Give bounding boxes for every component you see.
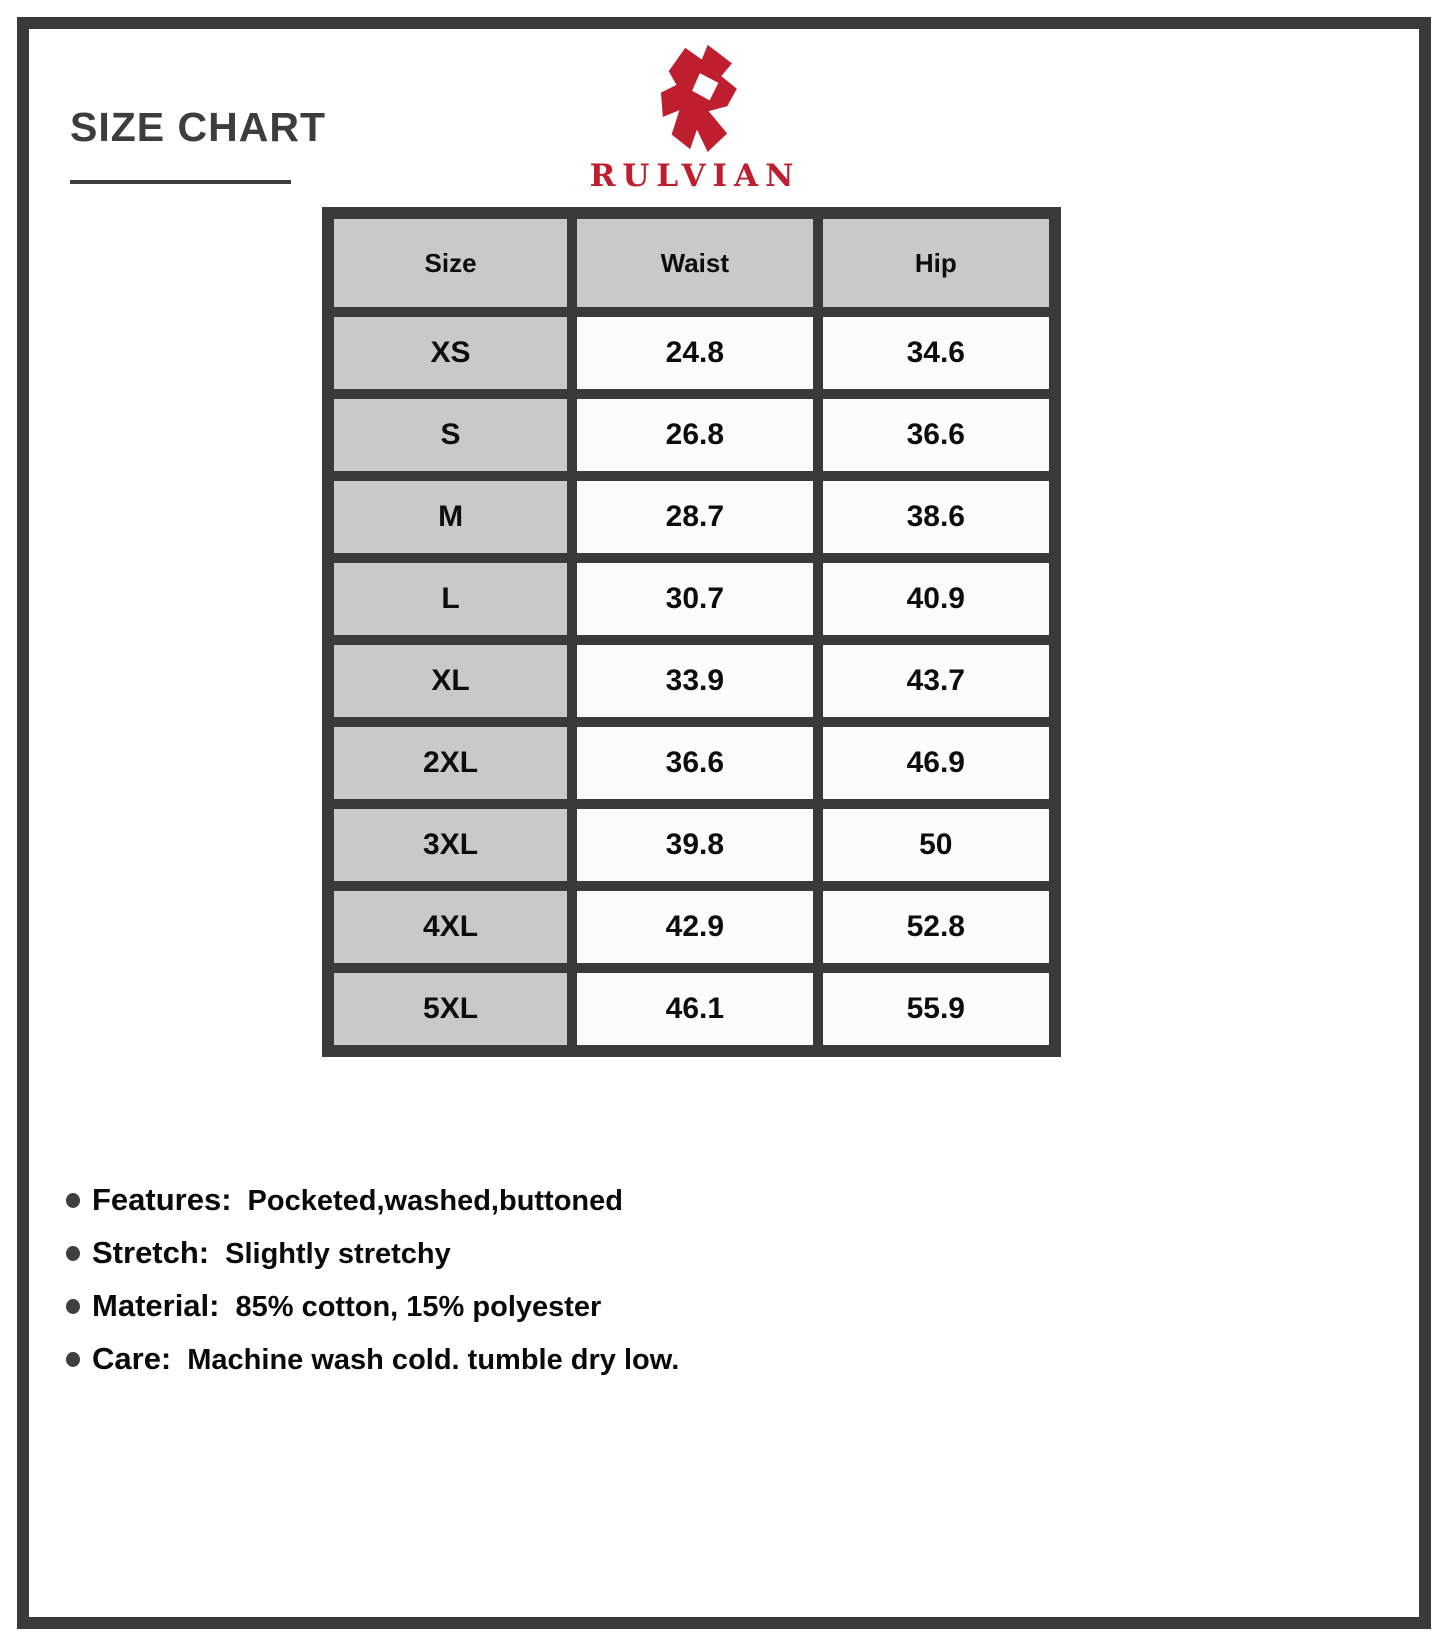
detail-value: Pocketed,washed,buttoned [247, 1185, 623, 1217]
page-title: SIZE CHART [70, 104, 326, 150]
detail-value: 85% cotton, 15% polyester [235, 1291, 602, 1323]
detail-label: Care: [92, 1341, 172, 1376]
table-row [334, 973, 1049, 1045]
table-row [334, 809, 1049, 881]
col-header-size: Size [334, 219, 567, 307]
bullet-icon [66, 1352, 80, 1367]
hip-cell: 52.8 [823, 891, 1049, 963]
list-item [66, 1182, 679, 1218]
list-item [66, 1288, 679, 1324]
table-header-row [334, 219, 1049, 307]
product-details-list [66, 1182, 679, 1394]
waist-cell: 39.8 [577, 809, 812, 881]
table-row [334, 645, 1049, 717]
table-row [334, 563, 1049, 635]
title-underline [70, 180, 291, 184]
table-row [334, 891, 1049, 963]
waist-cell: 33.9 [577, 645, 812, 717]
waist-cell: 46.1 [577, 973, 812, 1045]
waist-cell: 30.7 [577, 563, 812, 635]
hip-cell: 36.6 [823, 399, 1049, 471]
bullet-icon [66, 1299, 80, 1314]
col-header-hip: Hip [823, 219, 1049, 307]
brand-r-icon [636, 42, 754, 154]
hip-cell: 46.9 [823, 727, 1049, 799]
waist-cell: 36.6 [577, 727, 812, 799]
detail-label: Features: [92, 1182, 232, 1217]
hip-cell: 43.7 [823, 645, 1049, 717]
waist-cell: 24.8 [577, 317, 812, 389]
bullet-icon [66, 1246, 80, 1261]
detail-label: Material: [92, 1288, 220, 1323]
hip-cell: 40.9 [823, 563, 1049, 635]
size-cell: 2XL [334, 727, 567, 799]
table-row [334, 317, 1049, 389]
table-row [334, 399, 1049, 471]
brand-logo [570, 42, 820, 194]
col-header-waist: Waist [577, 219, 812, 307]
size-cell: M [334, 481, 567, 553]
size-cell: S [334, 399, 567, 471]
hip-cell: 50 [823, 809, 1049, 881]
waist-cell: 28.7 [577, 481, 812, 553]
hip-cell: 34.6 [823, 317, 1049, 389]
size-cell: 5XL [334, 973, 567, 1045]
table-row [334, 727, 1049, 799]
waist-cell: 26.8 [577, 399, 812, 471]
size-chart-table [322, 207, 1061, 1057]
hip-cell: 55.9 [823, 973, 1049, 1045]
detail-value: Slightly stretchy [225, 1238, 451, 1270]
size-cell: XS [334, 317, 567, 389]
size-cell: XL [334, 645, 567, 717]
list-item [66, 1341, 679, 1377]
table-row [334, 481, 1049, 553]
waist-cell: 42.9 [577, 891, 812, 963]
hip-cell: 38.6 [823, 481, 1049, 553]
size-cell: L [334, 563, 567, 635]
size-cell: 4XL [334, 891, 567, 963]
list-item [66, 1235, 679, 1271]
bullet-icon [66, 1193, 80, 1208]
detail-label: Stretch: [92, 1235, 210, 1270]
detail-value: Machine wash cold. tumble dry low. [187, 1344, 680, 1376]
size-cell: 3XL [334, 809, 567, 881]
brand-name: RULVIAN [589, 158, 801, 194]
